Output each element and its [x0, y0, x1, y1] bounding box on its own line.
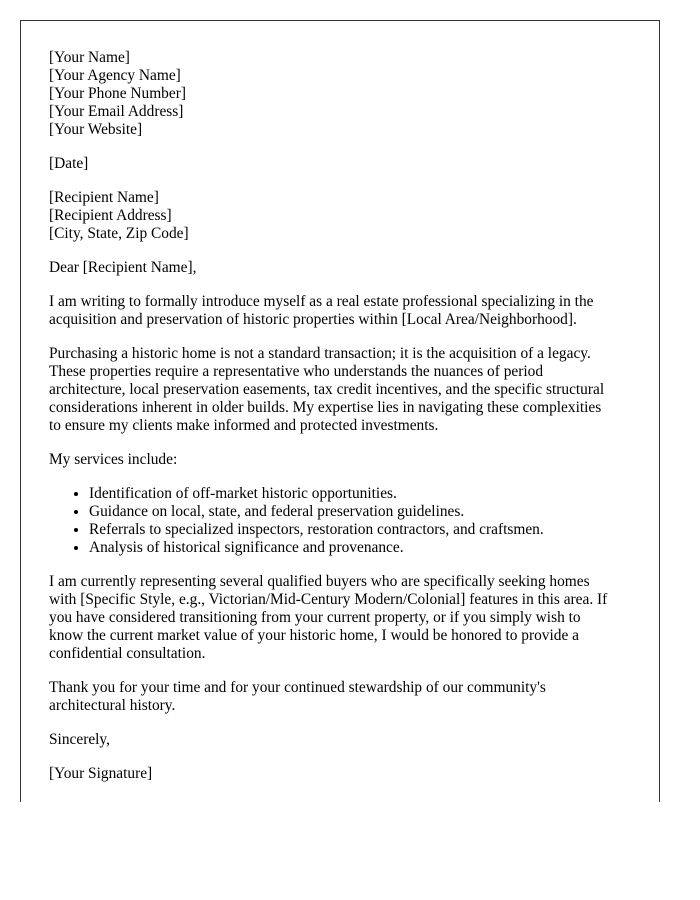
recipient-block [49, 189, 634, 243]
paragraph-line: acquisition and preservation of historic properties within [Local Area/Neighborhood]. [49, 311, 577, 328]
paragraph-line: you have considered transitioning from your current property, or if you simply wish to [49, 609, 581, 626]
recipient-city-state-zip: [City, State, Zip Code] [49, 225, 189, 242]
sender-website: [Your Website] [49, 121, 143, 138]
services-list [49, 485, 634, 557]
paragraph-line: confidential consultation. [49, 645, 206, 662]
list-item: • Guidance on local, state, and federal preservation guidelines. [89, 503, 634, 521]
recipient-address: [Recipient Address] [49, 207, 172, 224]
list-item: • Referrals to specialized inspectors, restoration contractors, and craftsmen. [89, 521, 634, 539]
list-item: • Analysis of historical significance and provenance. [89, 539, 634, 557]
date-block [49, 155, 634, 173]
letter-date: [Date] [49, 155, 89, 172]
closing-text: Sincerely, [49, 731, 110, 748]
salutation [49, 259, 634, 277]
paragraph-line: Purchasing a historic home is not a standard transaction; it is the acquisition of a legacy. [49, 345, 591, 362]
legacy-paragraph [49, 345, 634, 435]
sender-phone: [Your Phone Number] [49, 85, 186, 102]
letter-body [49, 49, 634, 799]
sender-agency: [Your Agency Name] [49, 67, 181, 84]
salutation-text: Dear [Recipient Name], [49, 259, 197, 276]
sender-block [49, 49, 634, 139]
intro-paragraph [49, 293, 634, 329]
thanks-paragraph [49, 679, 634, 715]
services-intro [49, 451, 634, 469]
paragraph-line: Thank you for your time and for your continued stewardship of our community's [49, 679, 546, 696]
buyers-paragraph [49, 573, 634, 663]
closing [49, 731, 634, 749]
paragraph-line: architecture, local preservation easements, tax credit incentives, and the specific structural [49, 381, 605, 398]
sender-name: [Your Name] [49, 49, 130, 66]
list-item: • Identification of off-market historic opportunities. [89, 485, 634, 503]
paragraph-line: architectural history. [49, 697, 176, 714]
paragraph-line: to ensure my clients make informed and protected investments. [49, 417, 439, 434]
paragraph-line: know the current market value of your historic home, I would be honored to provide a [49, 627, 579, 644]
paragraph-line: I am writing to formally introduce myself as a real estate professional specializing in the [49, 293, 594, 310]
recipient-name: [Recipient Name] [49, 189, 159, 206]
letter-page [20, 20, 660, 802]
signature [49, 765, 634, 783]
paragraph-line: I am currently representing several qualified buyers who are specifically seeking homes [49, 573, 590, 590]
paragraph-line: considerations inherent in older builds. My expertise lies in navigating these complexities [49, 399, 602, 416]
signature-text: [Your Signature] [49, 765, 153, 782]
paragraph-line: These properties require a representative who understands the nuances of period [49, 363, 544, 380]
paragraph-line: with [Specific Style, e.g., Victorian/Mid-Century Modern/Colonial] features in this area. If [49, 591, 608, 608]
services-intro-text: My services include: [49, 451, 178, 468]
sender-email: [Your Email Address] [49, 103, 184, 120]
